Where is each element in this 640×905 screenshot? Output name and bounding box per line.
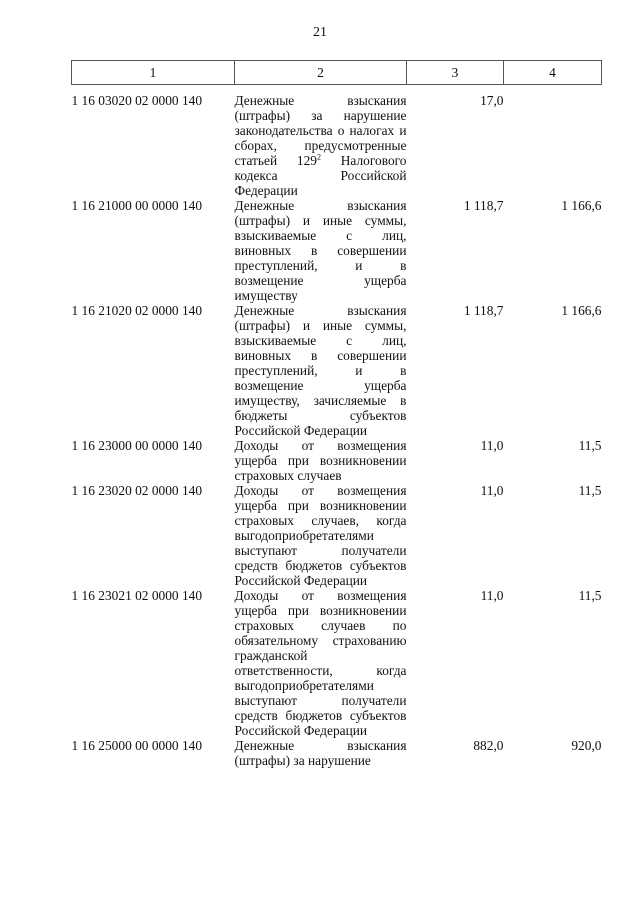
value-col-4: 1 166,6 (561, 303, 602, 318)
revenue-description: Денежные взыскания (штрафы) и иные суммы, взыскиваемые с лиц, виновных в совершении преступлений, и в возмещение ущерба имуществу (234, 198, 407, 303)
revenue-code: 1 16 23000 00 0000 140 (71, 438, 203, 453)
revenue-code: 1 16 21020 02 0000 140 (71, 303, 203, 318)
value-col-4: 11,5 (578, 438, 602, 453)
page-number: 21 (313, 25, 327, 40)
column-header-3: 3 (407, 61, 504, 85)
value-col-4: 1 166,6 (561, 198, 602, 213)
table-row (72, 198, 602, 303)
revenue-description: Доходы от возмещения ущерба при возникновении страховых случаев (234, 438, 407, 483)
column-header-1: 1 (72, 61, 235, 85)
superscript: 2 (316, 152, 321, 162)
revenue-description: Денежные взыскания (штрафы) за нарушение законодательства о налогах и сборах, предусмотренные статьей $129^2$ Налогового кодекса Российской Федерации (234, 93, 407, 198)
revenue-table (71, 60, 602, 768)
revenue-code: 1 16 25000 00 0000 140 (71, 738, 203, 753)
value-col-3: 1 118,7 (463, 198, 504, 213)
table-row (72, 303, 602, 438)
revenue-code: 1 16 23021 02 0000 140 (71, 588, 203, 603)
table-row (72, 483, 602, 588)
value-col-4: 11,5 (578, 588, 602, 603)
revenue-description: Доходы от возмещения ущерба при возникновении страховых случаев, когда выгодоприобретателями выступают получатели средств бюджетов субъектов Российской Федерации (234, 483, 407, 588)
value-col-4: 920,0 (571, 738, 602, 753)
value-col-4 (504, 85, 602, 199)
table-row (72, 588, 602, 738)
revenue-code: 1 16 03020 02 0000 140 (71, 93, 203, 108)
column-header-4: 4 (504, 61, 602, 85)
table-row (72, 738, 602, 768)
revenue-code: 1 16 21000 00 0000 140 (71, 198, 203, 213)
header-row (72, 61, 602, 85)
value-col-3: 11,0 (480, 438, 504, 453)
value-col-3: 11,0 (480, 483, 504, 498)
value-col-3: 882,0 (473, 738, 504, 753)
revenue-description: Доходы от возмещения ущерба при возникновении страховых случаев по обязательному страхованию гражданской ответственности, когда выгодоприобретателями выступают получатели средств бюджетов субъектов Российской Федерации (234, 588, 407, 738)
table-row (72, 438, 602, 483)
revenue-code: 1 16 23020 02 0000 140 (71, 483, 203, 498)
value-col-3: 11,0 (480, 588, 504, 603)
revenue-description: Денежные взыскания (штрафы) и иные суммы, взыскиваемые с лиц, виновных в совершении преступлений, и в возмещение ущерба имуществу, зачисляемые в бюджеты субъектов Российской Федерации (234, 303, 407, 438)
value-col-3: 1 118,7 (463, 303, 504, 318)
column-header-2: 2 (235, 61, 407, 85)
revenue-description: Денежные взыскания (штрафы) за нарушение (234, 738, 407, 768)
value-col-3: 17,0 (480, 93, 504, 108)
value-col-4: 11,5 (578, 483, 602, 498)
table-row (72, 85, 602, 199)
